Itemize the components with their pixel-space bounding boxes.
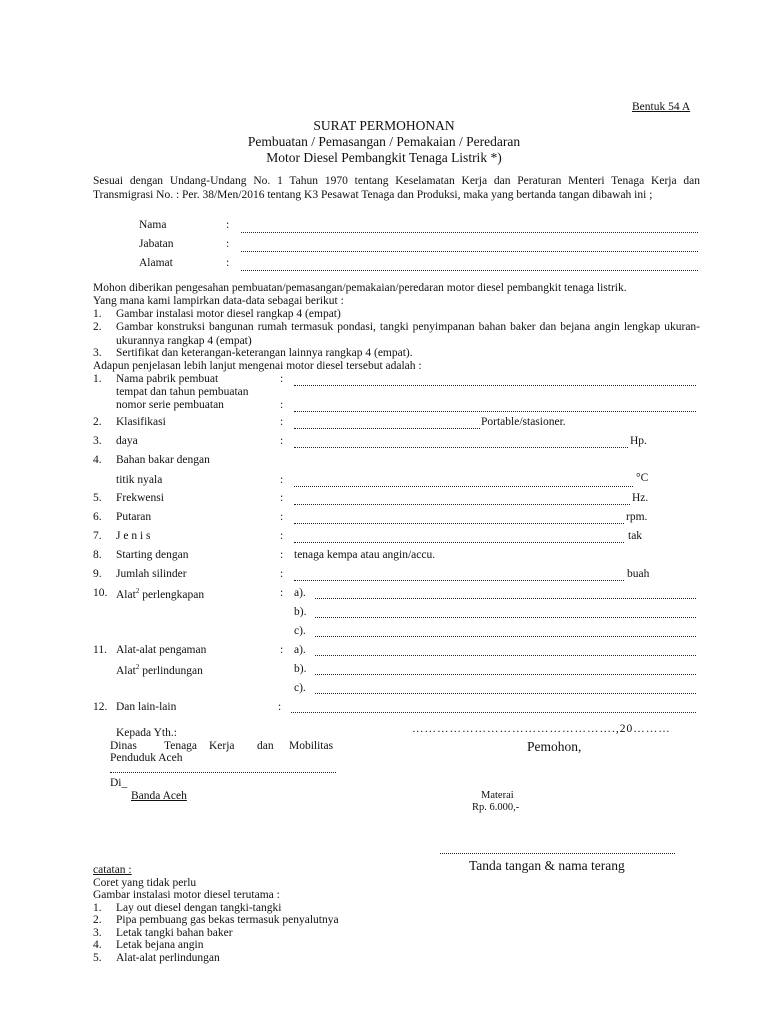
detail-field-10b[interactable] (315, 617, 696, 618)
detail-field-12[interactable] (291, 712, 696, 713)
signature-field[interactable] (440, 853, 675, 854)
request-line-1: Mohon diberikan pengesahan pembuatan/pemasangan/pemakaian/peredaran motor diesel pembangkit tenaga listrik. (93, 282, 627, 294)
note-text-2: Pipa pembuang gas bekas termasuk penyalutnya (116, 914, 339, 926)
detail-field-2[interactable] (294, 428, 480, 429)
detail-field-9[interactable] (294, 580, 624, 581)
detail-label-10: Alat$^2$ perlengkapan (116, 587, 205, 601)
detail-num-9: 9. (93, 568, 102, 580)
detail-label-6: Putaran (116, 511, 152, 523)
detail-label-3: daya (116, 435, 138, 447)
detail-colon-9: : (280, 568, 284, 580)
nama-label: Nama (139, 219, 167, 231)
detail-colon-7: : (280, 530, 284, 542)
form-code: Bentuk 54 A (632, 101, 691, 113)
detail-num-2: 2. (93, 416, 102, 428)
detail-num-3: 3. (93, 435, 102, 447)
attachment-text-2: Gambar konstruksi bangunan rumah termasuk pondasi, tangki penyimpanan bahan baker dan bejana angin lengkap ukuran-ukurannya rangkap 4 (empat) (116, 321, 700, 347)
alamat-label: Alamat (139, 257, 173, 269)
recipient-word-4: dan (257, 740, 274, 752)
detail-colon-5: : (280, 492, 284, 504)
detail-field-11c[interactable] (315, 693, 696, 694)
detail-suffix-6: rpm. (626, 511, 648, 523)
jabatan-label: Jabatan (139, 238, 174, 250)
detail-num-11: 11. (93, 644, 107, 656)
detail-suffix-5: Hz. (632, 492, 649, 504)
detail-colon-12: : (278, 701, 282, 713)
recipient-city: Banda Aceh (131, 790, 187, 802)
detail-sub-10a: a). (294, 587, 306, 599)
detail-field-7[interactable] (294, 542, 624, 543)
detail-colon-4: : (280, 474, 284, 486)
detail-label-1b: tempat dan tahun pembuatan (116, 386, 249, 398)
detail-colon-8: : (280, 549, 284, 561)
detail-suffix-9: buah (627, 568, 650, 580)
detail-num-6: 6. (93, 511, 102, 523)
detail-label-11: Alat-alat pengaman (116, 644, 207, 656)
recipient-word-1: Dinas (110, 740, 137, 752)
detail-label-8: Starting dengan (116, 549, 189, 561)
detail-num-7: 7. (93, 530, 102, 542)
date-field[interactable]: ………………………………………….,20……… (412, 723, 671, 735)
detail-suffix-7: tak (628, 530, 643, 542)
jabatan-colon: : (226, 238, 230, 250)
note-text-1: Lay out diesel dengan tangki-tangki (116, 902, 282, 914)
page-title: SURAT PERMOHONAN (313, 118, 455, 133)
detail-sub-10b: b). (294, 606, 307, 618)
detail-colon-10: : (280, 587, 284, 599)
detail-colon-11: : (280, 644, 284, 656)
detail-field-5[interactable] (294, 504, 630, 505)
notes-line-1: Coret yang tidak perlu (93, 877, 197, 889)
attachment-num-1: 1. (93, 308, 102, 320)
detail-field-6[interactable] (294, 523, 624, 524)
detail-label-2: Klasifikasi (116, 416, 166, 428)
page-subtitle-1: Pembuatan / Pemasangan / Pemakaian / Peredaran (247, 134, 521, 149)
note-num-3: 3. (93, 927, 102, 939)
note-text-4: Letak bejana angin (116, 939, 204, 951)
attachment-num-3: 3. (93, 347, 102, 359)
page-subtitle-2: Motor Diesel Pembangkit Tenaga Listrik *) (266, 150, 502, 165)
detail-num-10: 10. (93, 587, 108, 599)
note-num-4: 4. (93, 939, 102, 951)
detail-field-11b[interactable] (315, 674, 696, 675)
recipient-di: Di_ (110, 777, 128, 789)
notes-line-2: Gambar instalasi motor diesel terutama : (93, 889, 280, 901)
recipient-word-3: Kerja (209, 740, 235, 752)
materai-amount: Rp. 6.000,- (472, 802, 520, 813)
detail-suffix-2: Portable/stasioner. (481, 416, 566, 428)
recipient-kepada: Kepada Yth.: (116, 727, 177, 739)
alamat-colon: : (226, 257, 230, 269)
detail-num-5: 5. (93, 492, 102, 504)
jabatan-field[interactable] (241, 251, 698, 252)
nama-colon: : (226, 219, 230, 231)
detail-num-4: 4. (93, 454, 102, 466)
detail-field-10a[interactable] (315, 598, 696, 599)
detail-colon-2: : (280, 416, 284, 428)
detail-sub-11b: b). (294, 663, 307, 675)
detail-sub-11a: a). (294, 644, 306, 656)
detail-label-4b: titik nyala (116, 474, 163, 486)
detail-field-4[interactable] (294, 486, 633, 487)
recipient-field[interactable] (110, 772, 336, 773)
detail-label-1a: Nama pabrik pembuat (116, 373, 219, 385)
alamat-field[interactable] (241, 270, 698, 271)
request-line-2: Yang mana kami lampirkan data-data sebagai berikut : (93, 295, 344, 307)
detail-label-7: J e n i s (116, 530, 151, 542)
signature-label: Tanda tangan & nama terang (469, 858, 625, 873)
detail-sub-11c: c). (294, 682, 306, 694)
intro-paragraph: Sesuai dengan Undang-Undang No. 1 Tahun 1970 tentang Keselamatan Kerja dan Peraturan Menteri Tenaga Kerja dan Transmigrasi No. : Per. 38/Men/2016 tentang K3 Pesawat Tenaga dan Produksi, maka yang bertanda tangan dibawah ini ; (93, 175, 700, 201)
pemohon-label: Pemohon, (527, 739, 582, 754)
note-num-1: 1. (93, 902, 102, 914)
detail-label-11b: Alat$^2$ perlindungan (116, 663, 203, 677)
detail-sub-10c: c). (294, 625, 306, 637)
detail-colon-1a: : (280, 373, 284, 385)
detail-suffix-3: Hp. (630, 435, 647, 447)
note-num-5: 5. (93, 952, 102, 964)
materai-label: Materai (481, 790, 514, 801)
detail-label-12: Dan lain-lain (116, 701, 177, 713)
detail-num-12: 12. (93, 701, 108, 713)
detail-field-3[interactable] (294, 447, 628, 448)
note-text-3: Letak tangki bahan baker (116, 927, 233, 939)
attachment-text-1: Gambar instalasi motor diesel rangkap 4 (empat) (116, 308, 341, 320)
detail-num-1: 1. (93, 373, 102, 385)
note-text-5: Alat-alat perlindungan (116, 952, 220, 964)
recipient-word-2: Tenaga (164, 740, 198, 752)
nama-field[interactable] (241, 232, 698, 233)
attachment-text-3: Sertifikat dan keterangan-keterangan lainnya rangkap 4 (empat). (116, 347, 413, 359)
detail-suffix-4: °C (636, 472, 649, 484)
attachment-num-2: 2. (93, 321, 102, 333)
recipient-line-2: Penduduk Aceh (110, 752, 183, 764)
detail-field-10c[interactable] (315, 636, 696, 637)
detail-value-8: tenaga kempa atau angin/accu. (294, 549, 436, 561)
recipient-word-5: Mobilitas (289, 740, 334, 752)
detail-field-11a[interactable] (315, 655, 696, 656)
detail-label-9: Jumlah silinder (116, 568, 187, 580)
notes-title: catatan : (93, 864, 132, 876)
detail-label-4: Bahan bakar dengan (116, 454, 210, 466)
note-num-2: 2. (93, 914, 102, 926)
details-intro: Adapun penjelasan lebih lanjut mengenai motor diesel tersebut adalah : (93, 360, 422, 372)
detail-label-5: Frekwensi (116, 492, 164, 504)
detail-colon-3: : (280, 435, 284, 447)
detail-colon-6: : (280, 511, 284, 523)
detail-field-1a[interactable] (294, 385, 696, 386)
detail-colon-1c: : (280, 399, 284, 411)
detail-num-8: 8. (93, 549, 102, 561)
detail-field-1c[interactable] (294, 411, 696, 412)
detail-label-1c: nomor serie pembuatan (116, 399, 224, 411)
